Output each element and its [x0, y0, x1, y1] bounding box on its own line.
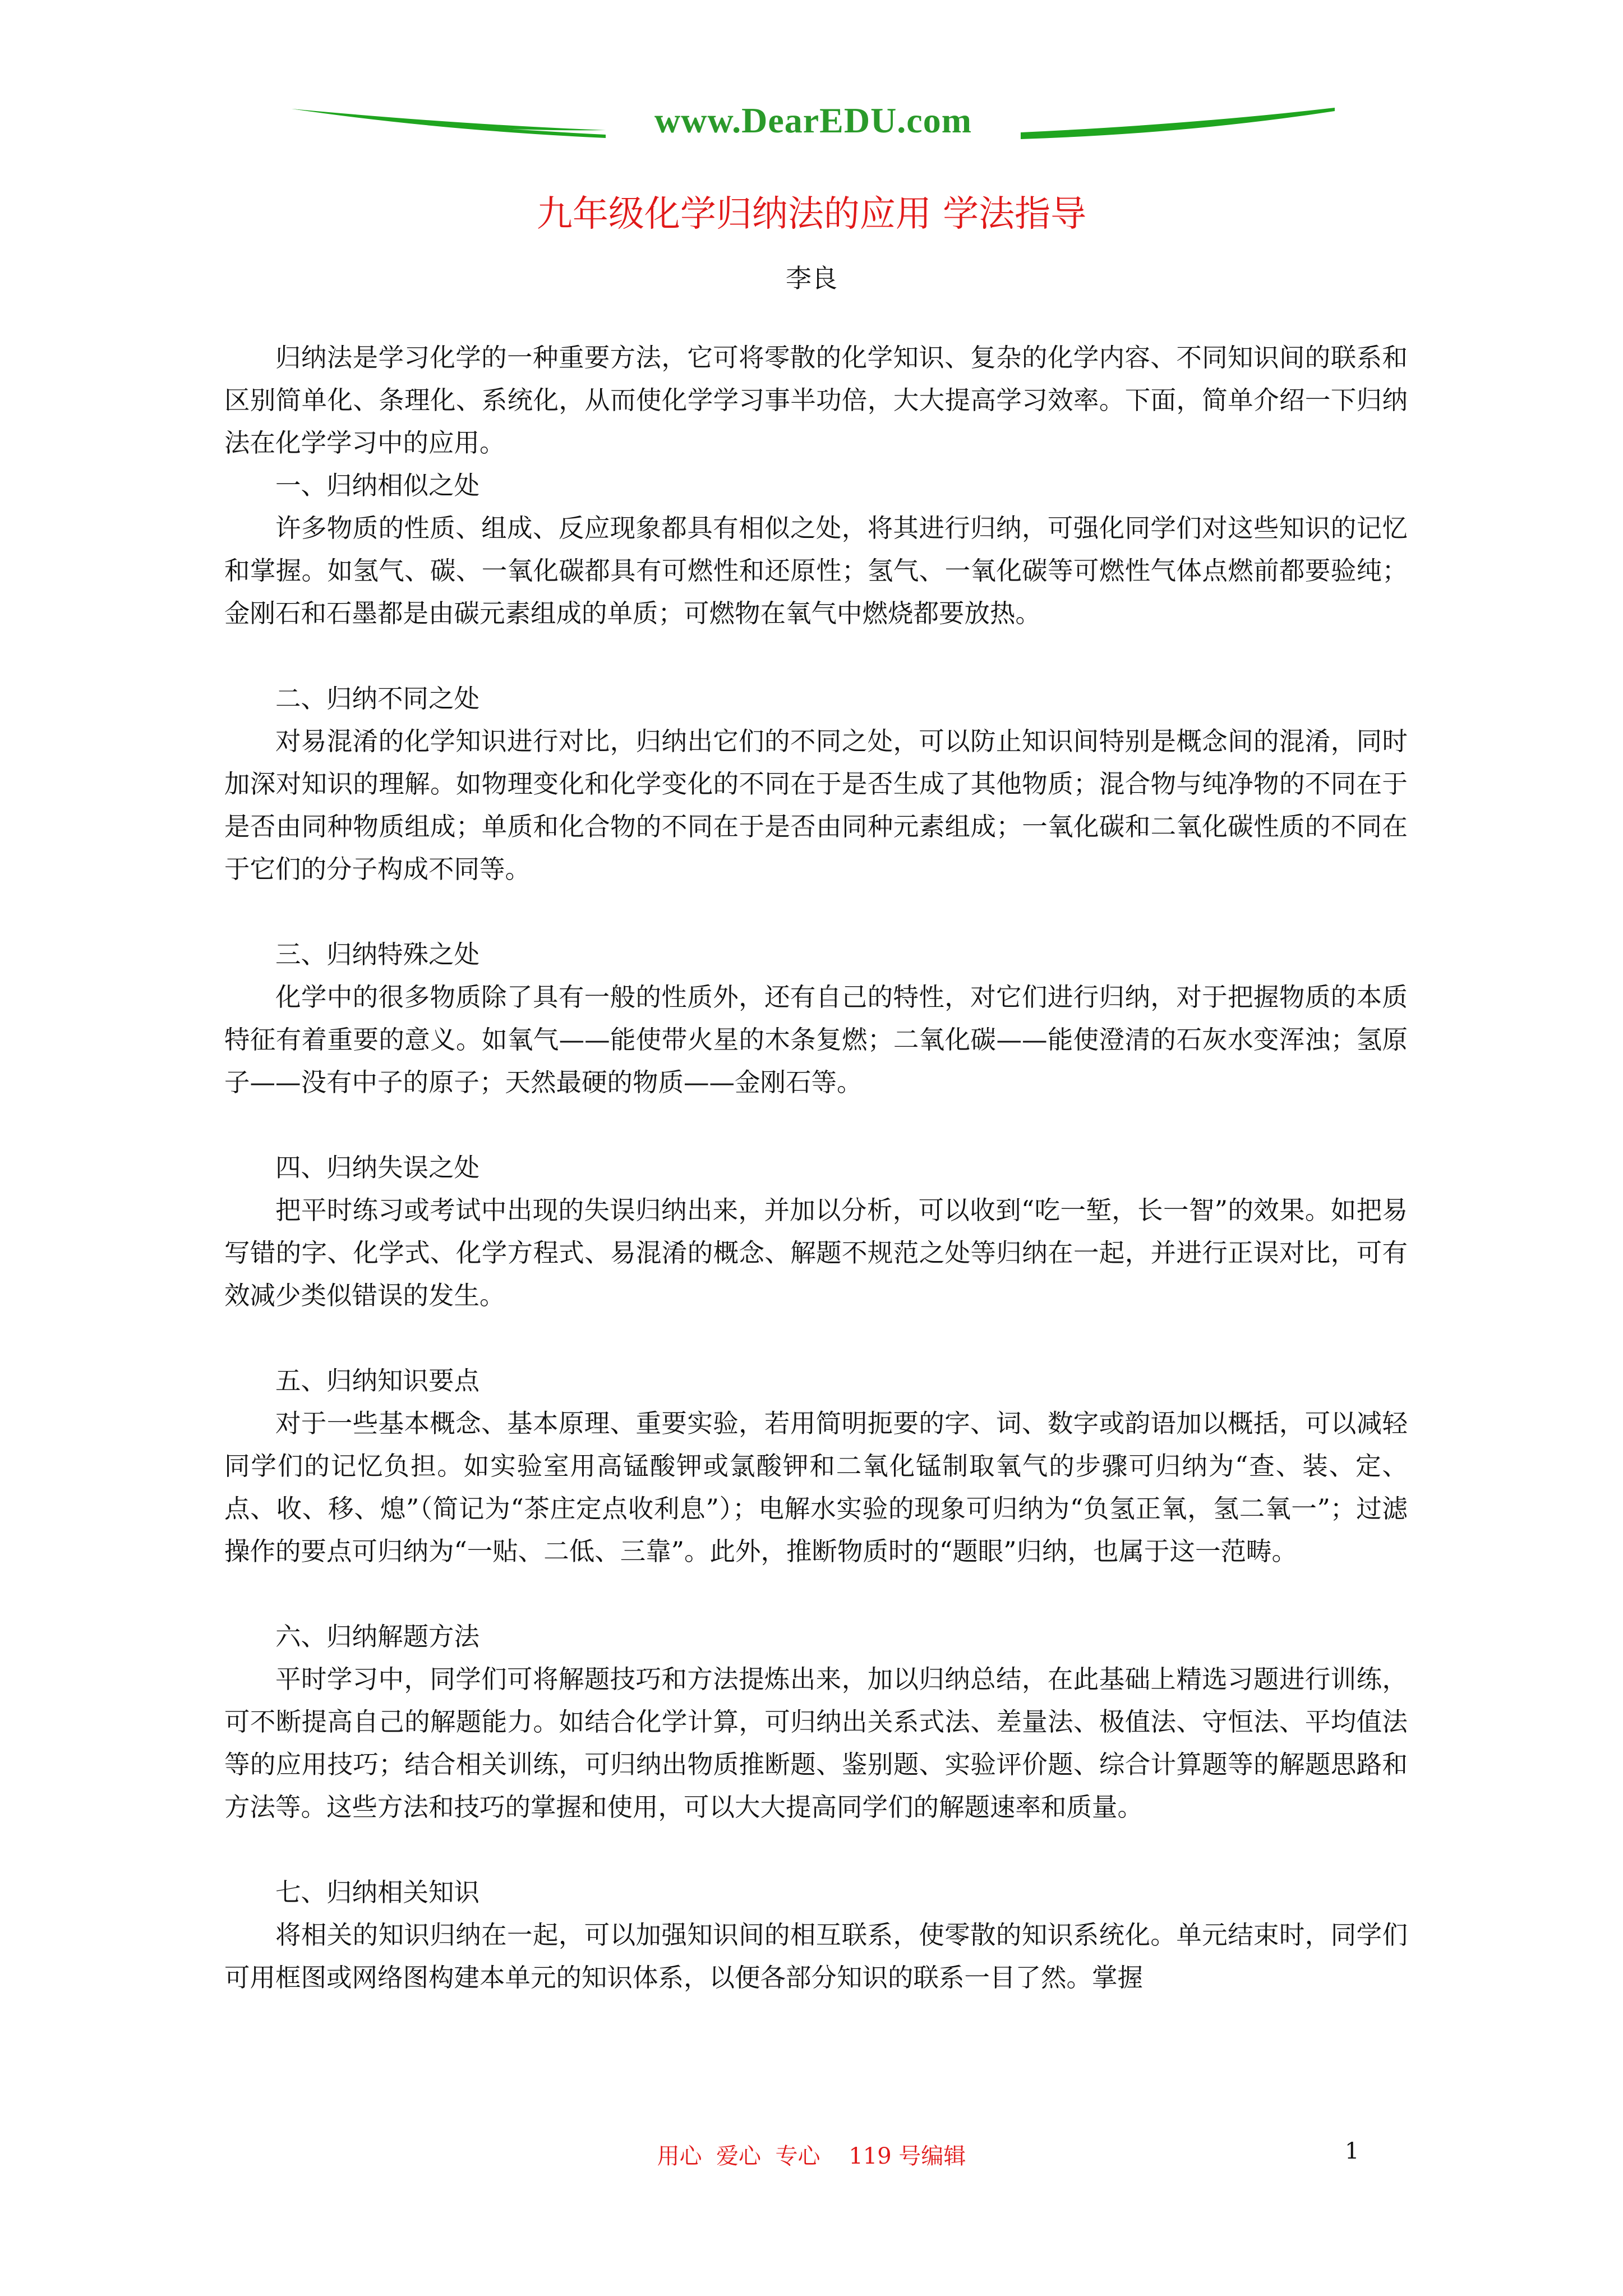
section-body-4: 把平时练习或考试中出现的失误归纳出来，并加以分析，可以收到“吃一堑，长一智”的效果。如把易写错的字、化学式、化学方程式、易混淆的概念、解题不规范之处等归纳在一起，并进行正误对比，可有效减少类似错误的发生。	[224, 1195, 1408, 1310]
section-body-2: 对易混淆的化学知识进行对比，归纳出它们的不同之处，可以防止知识间特别是概念间的混淆，同时加深对知识的理解。如物理变化和化学变化的不同在于是否生成了其他物质；混合物与纯净物的不同在于是否由同种物质组成；单质和化合物的不同在于是否由同种元素组成；一氧化碳和二氧化碳性质的不同在于它们的分子构成不同等。	[224, 726, 1408, 884]
section-spacer	[224, 635, 1408, 678]
site-banner	[292, 95, 1335, 157]
section-body-1: 许多物质的性质、组成、反应现象都具有相似之处，将其进行归纳，可强化同学们对这些知识的记忆和掌握。如氢气、碳、一氧化碳都具有可燃性和还原性；氢气、一氧化碳等可燃性气体点燃前都要验纯；金刚石和石墨都是由碳元素组成的单质；可燃物在氧气中燃烧都要放热。	[224, 513, 1408, 628]
section-body-3: 化学中的很多物质除了具有一般的性质外，还有自己的特性，对它们进行归纳，对于把握物质的本质特征有着重要的意义。如氧气——能使带火星的木条复燃；二氧化碳——能使澄清的石灰水变浑浊；氢原子——没有中子的原子；天然最硬的物质——金刚石等。	[224, 982, 1408, 1097]
page-footer: 用心 爱心 专心 119 号编辑	[657, 2143, 966, 2169]
section-spacer	[224, 1317, 1408, 1360]
section-heading-6: 六、归纳解题方法	[275, 1622, 480, 1651]
section-spacer	[224, 1104, 1408, 1147]
section-heading-3: 三、归纳特殊之处	[275, 940, 480, 969]
page-number: 1	[1345, 2138, 1359, 2164]
page-title: 九年级化学归纳法的应用 学法指导	[536, 194, 1087, 235]
section-spacer	[224, 1573, 1408, 1616]
author-name: 李良	[786, 263, 837, 293]
section-heading-2: 二、归纳不同之处	[275, 684, 480, 714]
section-heading-4: 四、归纳失误之处	[275, 1153, 480, 1182]
article-body	[224, 337, 1408, 1999]
section-body-5: 对于一些基本概念、基本原理、重要实验，若用简明扼要的字、词、数字或韵语加以概括，可以减轻同学们的记忆负担。如实验室用高锰酸钾或氯酸钾和二氧化锰制取氧气的步骤可归纳为“查、装、定、点、收、移、熄”（简记为“茶庄定点收利息”）；电解水实验的现象可归纳为“负氢正氧，氢二氧一”；过滤操作的要点可归纳为“一贴、二低、三靠”。此外，推断物质时的“题眼”归纳，也属于这一范畴。	[224, 1409, 1408, 1566]
intro-paragraph: 归纳法是学习化学的一种重要方法，它可将零散的化学知识、复杂的化学内容、不同知识间的联系和区别简单化、条理化、系统化，从而使化学学习事半功倍，大大提高学习效率。下面，简单介绍一下归纳法在化学学习中的应用。	[224, 343, 1408, 458]
site-banner-text[interactable]: www.DearEDU.com	[654, 100, 972, 140]
section-body-6: 平时学习中，同学们可将解题技巧和方法提炼出来，加以归纳总结，在此基础上精选习题进行训练，可不断提高自己的解题能力。如结合化学计算，可归纳出关系式法、差量法、极值法、守恒法、平均值法等的应用技巧；结合相关训练，可归纳出物质推断题、鉴别题、实验评价题、综合计算题等的解题思路和方法等。这些方法和技巧的掌握和使用，可以大大提高同学们的解题速率和质量。	[224, 1664, 1408, 1822]
section-heading-1: 一、归纳相似之处	[275, 471, 480, 500]
section-heading-7: 七、归纳相关知识	[275, 1878, 480, 1907]
section-heading-5: 五、归纳知识要点	[275, 1366, 480, 1396]
section-spacer	[224, 891, 1408, 933]
section-body-7: 将相关的知识归纳在一起，可以加强知识间的相互联系，使零散的知识系统化。单元结束时，同学们可用框图或网络图构建本单元的知识体系，以便各部分知识的联系一目了然。掌握	[224, 1920, 1408, 1993]
section-spacer	[224, 1829, 1408, 1871]
